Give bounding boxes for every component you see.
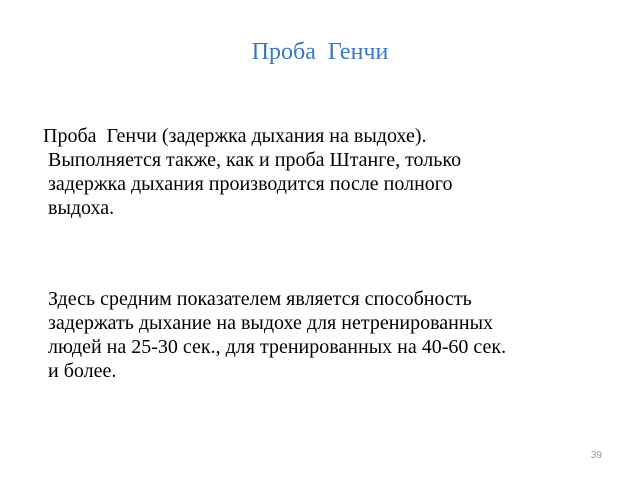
paragraph-1-line-1: Проба Генчи (задержка дыхания на выдохе). xyxy=(33,125,427,147)
slide-number: 39 xyxy=(590,450,602,461)
paragraph-2-line-3: людей на 25-30 сек., для тренированных на 40-60 сек. xyxy=(33,336,507,358)
paragraph-2-line-1: Здесь средним показателем является способность xyxy=(33,288,472,310)
paragraph-2-line-2: задержать дыхание на выдохе для нетренированных xyxy=(33,312,493,334)
paragraph-2-line-4: и более. xyxy=(33,360,117,382)
body-paragraph-1 xyxy=(33,124,623,220)
paragraph-1-line-2: Выполняется также, как и проба Штанге, только xyxy=(33,149,462,171)
slide-title: Проба Генчи xyxy=(251,39,389,65)
body-paragraph-2 xyxy=(33,287,623,383)
paragraph-1-line-4: выдоха. xyxy=(33,197,115,219)
paragraph-1-line-3: задержка дыхания производится после полного xyxy=(33,173,453,195)
